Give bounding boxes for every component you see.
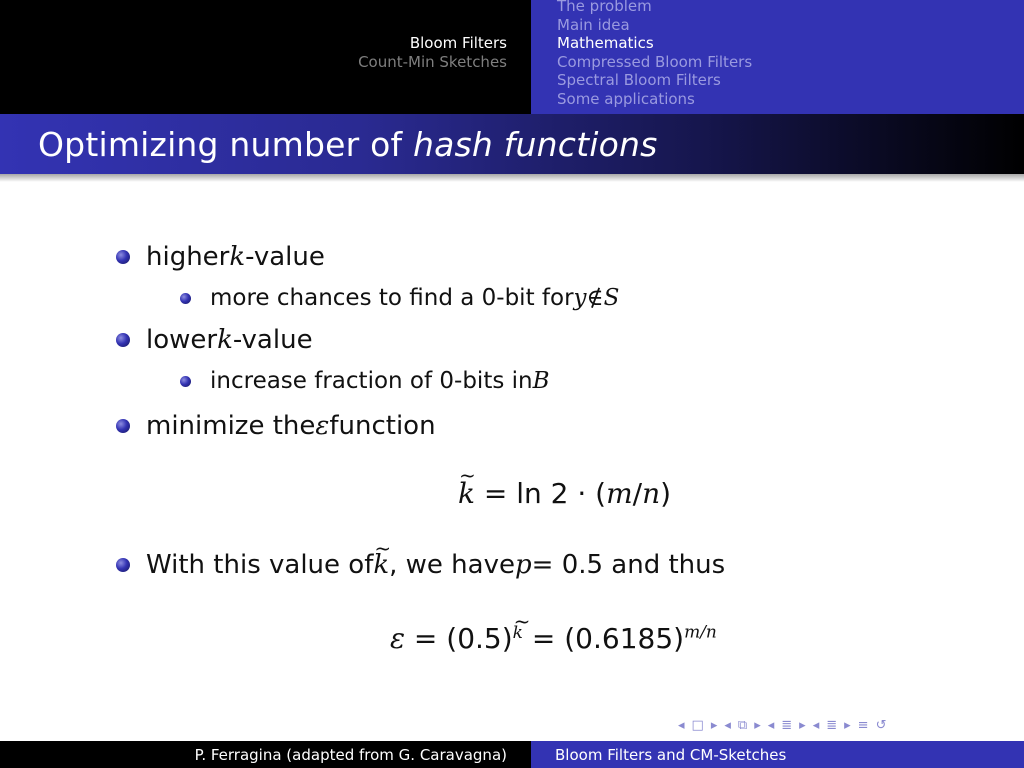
nav-next-section-icon[interactable]: ▸: [844, 717, 851, 733]
subsection-the-problem[interactable]: The problem: [557, 0, 652, 15]
nav-subsection-icon[interactable]: ≣: [781, 717, 793, 733]
bullet-with-this-value: With this value of ~ k , we have p = 0.5 and thus: [116, 550, 725, 580]
subbullet-more-chances: more chances to find a 0-bit for y ∉ S: [180, 285, 619, 311]
nav-slide-icon[interactable]: □: [691, 717, 704, 733]
bullet-minimize-epsilon: minimize the ε function: [116, 411, 436, 441]
subsection-spectral-bloom-filters[interactable]: Spectral Bloom Filters: [557, 71, 721, 90]
nav-prev-frame-icon[interactable]: ◂: [724, 717, 731, 733]
equation-k-optimal: ~ k = ln 2 · (m/n): [458, 477, 671, 510]
bullet-higher-k: higher k -value: [116, 242, 325, 272]
frame-title: Optimizing number of hash functions: [38, 124, 658, 164]
footer-title-text: Bloom Filters and CM-Sketches: [555, 745, 787, 764]
nav-section-icon[interactable]: ≣: [826, 717, 838, 733]
bullet-ball-icon: [180, 376, 191, 387]
nav-prev-slide-icon[interactable]: ◂: [678, 717, 685, 733]
subsection-some-applications[interactable]: Some applications: [557, 89, 695, 108]
footer-title: [531, 741, 1024, 768]
bullet-ball-icon: [116, 558, 130, 572]
footer-author-text: P. Ferragina (adapted from G. Caravagna): [194, 745, 507, 764]
slide-body: [0, 182, 1024, 722]
subsection-main-idea[interactable]: Main idea: [557, 15, 630, 34]
nav-next-slide-icon[interactable]: ▸: [710, 717, 718, 733]
beamer-navigation: [678, 716, 886, 734]
bullet-ball-icon: [116, 333, 130, 347]
frame-title-bar: [0, 114, 1024, 174]
subsection-nav: [531, 0, 1024, 114]
nav-next-subsection-icon[interactable]: ▸: [799, 717, 806, 733]
section-bloom-filters[interactable]: Bloom Filters: [409, 34, 507, 52]
subsection-mathematics[interactable]: Mathematics: [557, 34, 654, 53]
frame-title-emphasis: hash functions: [412, 124, 658, 164]
bullet-ball-icon: [180, 293, 191, 304]
equation-epsilon: ε = (0.5)~ $^k = (0.6185)^{m/n}$: [390, 622, 717, 655]
nav-frame-icon[interactable]: ⧉: [737, 717, 748, 733]
subbullet-increase-fraction: increase fraction of 0-bits in B: [180, 368, 550, 394]
nav-next-frame-icon[interactable]: ▸: [754, 717, 761, 733]
nav-prev-section-icon[interactable]: ◂: [812, 717, 820, 733]
title-shadow: [0, 174, 1024, 182]
section-count-min-sketches[interactable]: Count-Min Sketches: [358, 53, 507, 71]
bullet-ball-icon: [116, 250, 130, 264]
bullet-lower-k: lower k -value: [116, 325, 313, 355]
nav-back-icon[interactable]: ↺: [875, 717, 887, 733]
bullet-ball-icon: [116, 419, 130, 433]
nav-prev-subsection-icon[interactable]: ◂: [767, 717, 775, 733]
subsection-compressed-bloom-filters[interactable]: Compressed Bloom Filters: [557, 52, 753, 71]
footer-author: [0, 741, 531, 768]
nav-document-icon[interactable]: ≡: [857, 717, 869, 733]
section-nav: [0, 0, 531, 114]
